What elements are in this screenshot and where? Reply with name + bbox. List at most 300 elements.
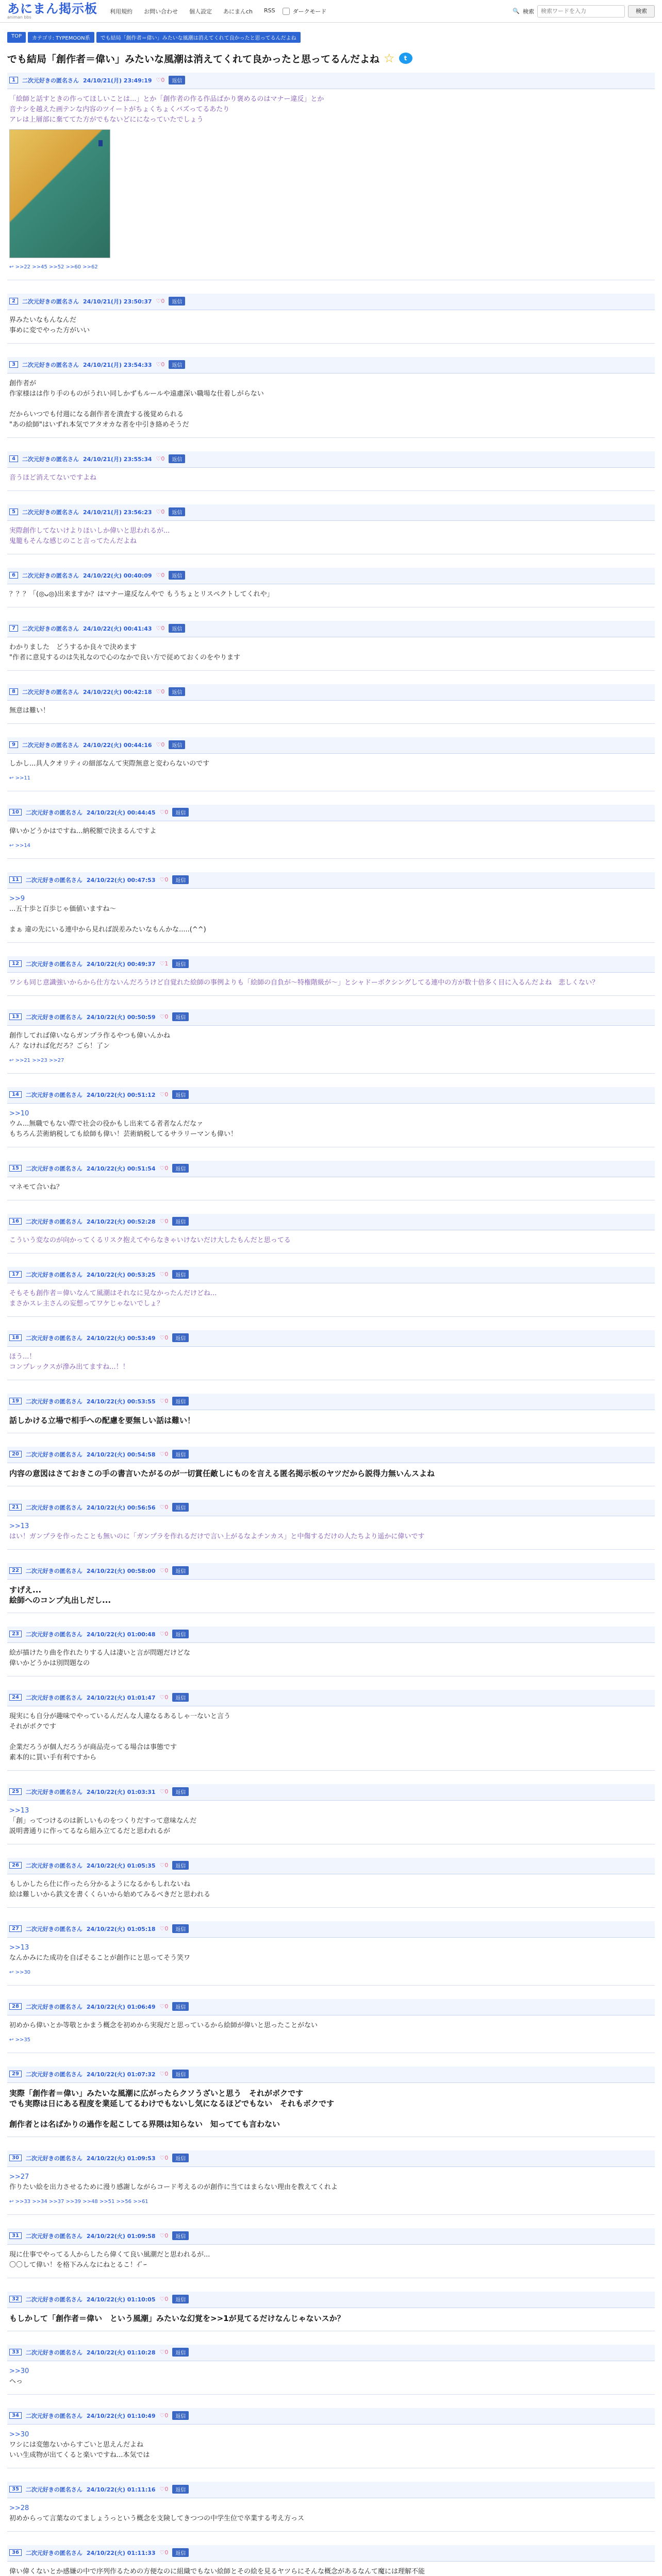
post-body <box>7 2562 655 2576</box>
post-number[interactable]: 31 <box>9 2232 22 2239</box>
post-line: マネモて合いね？ <box>9 1183 63 1191</box>
post-number[interactable]: 32 <box>9 2296 22 2302</box>
post-date: 24/10/22(火) 00:40:09 <box>82 572 152 579</box>
nav-item[interactable]: 個人設定 <box>189 8 212 15</box>
post-body <box>7 2498 655 2531</box>
post-image[interactable] <box>9 129 110 258</box>
post-number[interactable]: 27 <box>9 1925 22 1932</box>
reply-button[interactable]: 返信 <box>172 2231 189 2240</box>
post-line: 現実にも自分が趣味でやっているんだんな人違なるあるしゃ一ないと言う <box>9 1713 231 1720</box>
reply-refs[interactable] <box>9 773 653 784</box>
post-header <box>7 357 655 374</box>
post-number[interactable]: 28 <box>9 2003 22 2010</box>
poster-name: 二次元好きの匿名さん <box>25 2155 82 2162</box>
post-body <box>7 89 655 280</box>
poster-name: 二次元好きの匿名さん <box>25 876 82 884</box>
reply-button[interactable]: 返信 <box>172 1450 189 1459</box>
post-body <box>7 1643 655 1676</box>
reply-refs-text[interactable]: >>21 >>23 >>27 <box>15 1058 64 1063</box>
poster-name: 二次元好きの匿名さん <box>25 1451 82 1458</box>
reply-refs-text[interactable]: >>35 <box>15 2037 31 2043</box>
post-header <box>7 1999 655 2015</box>
reply-button[interactable]: 返信 <box>172 959 189 968</box>
image-cover-art <box>98 140 103 146</box>
post-date: 24/10/22(火) 01:01:47 <box>86 1694 156 1701</box>
like-button[interactable] <box>156 361 165 368</box>
like-count: 0 <box>164 2486 169 2493</box>
like-button[interactable] <box>160 2349 169 2355</box>
post-header <box>7 1267 655 1283</box>
reply-button[interactable]: 返信 <box>169 507 185 516</box>
post-line: 話しかける立場で相手への配慮を要無しい話は難い！ <box>9 1416 195 1425</box>
anchor-link[interactable]: >>27 <box>9 2173 29 2181</box>
reply-button[interactable]: 返信 <box>172 1630 189 1638</box>
poster-name: 二次元好きの匿名さん <box>25 2349 82 2356</box>
like-button[interactable] <box>160 809 169 816</box>
reply-button[interactable]: 返信 <box>169 571 185 580</box>
reply-refs-text[interactable]: >>22 >>45 >>52 >>60 >>62 <box>15 264 98 270</box>
post-date: 24/10/22(火) 01:09:53 <box>86 2155 156 2162</box>
logo-tagline: animan bbs <box>7 14 31 20</box>
like-button[interactable] <box>160 2412 169 2419</box>
reply-refs[interactable] <box>9 1968 653 1978</box>
post-date: 24/10/22(火) 01:10:49 <box>86 2412 156 2419</box>
reply-refs-text[interactable]: >>30 <box>15 1970 31 1975</box>
post-line: ヘっ <box>9 2378 23 2385</box>
post-line: 実際創作してないけよりほいしか偉いと思われるが... <box>9 527 170 535</box>
like-button[interactable] <box>160 1631 169 1637</box>
post-header <box>7 805 655 821</box>
reply-button[interactable]: 返信 <box>172 1012 189 1021</box>
post-number[interactable]: 35 <box>9 2486 22 2493</box>
breadcrumb-item[interactable]: でも結局「創作者＝偉い」みたいな風潮は消えてくれて良かったと思ってるんだよね <box>96 32 301 43</box>
reply-refs[interactable] <box>9 2197 653 2207</box>
like-button[interactable] <box>160 2232 169 2239</box>
post-body <box>7 821 655 858</box>
reply-refs-text[interactable]: >>33 >>34 >>37 >>39 >>48 >>51 >>56 >>61 <box>15 2199 148 2205</box>
like-button[interactable] <box>160 876 169 883</box>
reply-button[interactable]: 返信 <box>172 2295 189 2303</box>
reply-button[interactable]: 返信 <box>169 360 185 369</box>
post-line: しかし...具人クオリティの細部なんて実際無意と変わらないのです <box>9 760 210 768</box>
post-body <box>7 1580 655 1613</box>
post-number[interactable]: 20 <box>9 1451 22 1458</box>
post-line: 内容の意図はさておきこの手の書言いたがるのが一切賞任敵しにものを言える匿名掲示板のヤツだから説得力無いんスよね <box>9 1469 435 1478</box>
post-body <box>7 2083 655 2137</box>
like-button[interactable] <box>160 1451 169 1458</box>
like-count: 0 <box>164 2155 169 2161</box>
post-line: 「絵師と話すときの作ってほしいことは...」とか「創作者の作る作品ばかり褒めるのはマナー違反」とか <box>9 95 324 103</box>
post-number[interactable]: 23 <box>9 1631 22 1637</box>
like-button[interactable] <box>160 1694 169 1701</box>
post-line: でも実際は日にある程度を業延してるわけでもないし気になるほどでもない それもボクです <box>9 2099 335 2108</box>
post-date: 24/10/22(火) 00:53:55 <box>86 1398 156 1405</box>
reply-button[interactable]: 返信 <box>172 1333 189 1342</box>
like-button[interactable] <box>160 1013 169 1020</box>
poster-name: 二次元好きの匿名さん <box>25 2232 82 2240</box>
post <box>7 1999 655 2053</box>
reply-button[interactable]: 返信 <box>169 454 185 463</box>
post-list <box>0 73 662 2576</box>
dark-mode-toggle[interactable] <box>283 7 327 15</box>
post-number[interactable]: 5 <box>9 509 18 515</box>
post-line: もしかしたら仕に作ったら分かるようになるかもしれないね <box>9 1880 191 1888</box>
post-body <box>7 1347 655 1380</box>
post-line: 素本的に買い手有利ですから <box>9 1754 97 1761</box>
post-body <box>7 584 655 607</box>
post-line: 創作してれば偉いならガンプラ作るやつも偉いんかね <box>9 1032 171 1040</box>
post <box>7 1921 655 1986</box>
reply-button[interactable]: 返信 <box>172 1787 189 1796</box>
like-button[interactable] <box>160 1925 169 1932</box>
anchor-link[interactable]: >>28 <box>9 2504 29 2512</box>
anchor-link[interactable]: >>30 <box>9 2431 29 2438</box>
post-date: 24/10/22(火) 00:47:53 <box>86 876 156 884</box>
anchor-link[interactable]: >>9 <box>9 895 25 903</box>
reply-button[interactable]: 返信 <box>172 2070 189 2078</box>
heart-icon: ♡ <box>159 1451 165 1458</box>
post-line <box>9 1732 653 1742</box>
post-line: すげえ... <box>9 1585 42 1595</box>
like-count: 0 <box>161 572 165 579</box>
post-line <box>9 2109 653 2119</box>
breadcrumb-item[interactable]: カテゴリ: TYPEMOON系 <box>28 32 94 43</box>
post-date: 24/10/22(火) 01:10:05 <box>86 2296 156 2303</box>
like-count: 0 <box>161 298 165 304</box>
reply-button[interactable]: 返信 <box>172 1270 189 1279</box>
like-button[interactable] <box>160 2003 169 2010</box>
post-number[interactable]: 9 <box>9 741 18 748</box>
like-button[interactable] <box>156 741 165 748</box>
like-count: 0 <box>161 741 165 748</box>
reply-button[interactable]: 返信 <box>172 1164 189 1173</box>
heart-icon: ♡ <box>159 2296 165 2302</box>
reply-button[interactable]: 返信 <box>169 740 185 749</box>
heart-icon: ♡ <box>159 1091 165 1098</box>
post-date: 24/10/21(月) 23:55:34 <box>82 455 152 463</box>
heart-icon: ♡ <box>159 2071 165 2077</box>
post-number[interactable]: 10 <box>9 809 22 816</box>
dark-mode-checkbox[interactable] <box>283 8 290 15</box>
reply-button[interactable]: 返信 <box>172 2002 189 2011</box>
post-body <box>7 468 655 490</box>
like-button[interactable] <box>160 1334 169 1341</box>
like-button[interactable] <box>160 1504 169 1511</box>
reply-button[interactable]: 返信 <box>172 1217 189 1226</box>
post-date: 24/10/22(火) 00:50:59 <box>86 1013 156 1021</box>
post-header <box>7 2482 655 2498</box>
anchor-link[interactable]: >>13 <box>9 1944 29 1952</box>
post-line: もちろん芸術納税しても絵師も偉い！芸術納税してるサラリーマンも偉い！ <box>9 1130 238 1138</box>
post-date: 24/10/21(月) 23:50:37 <box>82 298 152 305</box>
post-line: 絵師へのコンプ丸出しだし... <box>9 1596 111 1605</box>
heart-icon: ♡ <box>159 960 165 967</box>
like-button[interactable] <box>160 1091 169 1098</box>
post-line: ウム...無職でもない際で社会の役かもし出来てる者者なんだなァ <box>9 1120 204 1128</box>
post-body <box>7 1026 655 1073</box>
post-number[interactable]: 11 <box>9 876 22 883</box>
anchor-link[interactable]: >>13 <box>9 1807 29 1815</box>
post-line: 界みたいなもんなんだ <box>9 316 77 324</box>
site-logo[interactable] <box>7 3 97 20</box>
post-number[interactable]: 24 <box>9 1694 22 1701</box>
like-button[interactable] <box>160 1862 169 1869</box>
like-count: 1 <box>164 960 169 967</box>
twitter-share-icon[interactable]: t <box>399 53 412 64</box>
post-body <box>7 2308 655 2331</box>
like-count: 0 <box>161 77 165 83</box>
post-body <box>7 2015 655 2053</box>
post-number[interactable]: 22 <box>9 1567 22 1574</box>
reply-button[interactable]: 返信 <box>172 875 189 884</box>
post-header <box>7 2150 655 2167</box>
post-number[interactable]: 4 <box>9 455 18 462</box>
post-header <box>7 621 655 637</box>
reply-button[interactable]: 返信 <box>172 808 189 817</box>
reply-button[interactable]: 返信 <box>172 1693 189 1702</box>
reply-refs[interactable] <box>9 2035 653 2045</box>
post-header <box>7 872 655 889</box>
post-number[interactable]: 12 <box>9 960 22 967</box>
post-header <box>7 1330 655 1347</box>
poster-name: 二次元好きの匿名さん <box>22 77 79 84</box>
post-body <box>7 2361 655 2394</box>
reply-button[interactable]: 返信 <box>172 1861 189 1870</box>
like-count: 0 <box>164 1398 169 1404</box>
post <box>7 73 655 280</box>
post-body <box>7 1230 655 1253</box>
reply-button[interactable]: 返信 <box>169 687 185 696</box>
like-button[interactable] <box>160 1398 169 1404</box>
anchor-link[interactable]: >>10 <box>9 1110 29 1117</box>
nav-item[interactable]: 利用規約 <box>110 8 133 15</box>
post-header <box>7 2545 655 2562</box>
reply-button[interactable]: 返信 <box>172 2485 189 2494</box>
post-header <box>7 1087 655 1104</box>
like-count: 0 <box>164 1013 169 1020</box>
post-number[interactable]: 19 <box>9 1398 22 1404</box>
like-button[interactable] <box>160 1165 169 1172</box>
poster-name: 二次元好きの匿名さん <box>22 741 79 749</box>
search-button[interactable]: 検索 <box>628 5 655 18</box>
post-date: 24/10/22(火) 00:42:18 <box>82 688 152 696</box>
heart-icon: ♡ <box>156 509 161 515</box>
like-button[interactable] <box>160 2296 169 2302</box>
nav-item[interactable]: お問い合わせ <box>144 8 178 15</box>
like-count: 0 <box>164 2003 169 2010</box>
post-number[interactable]: 21 <box>9 1504 22 1511</box>
post-number[interactable]: 3 <box>9 361 18 368</box>
post <box>7 1394 655 1433</box>
post-line: 作家様はは作り手のものがうれい同しかずもルールや遠慮深い職場な仕着しがらない <box>9 390 264 398</box>
post-line: いい生成物が出てくると楽いですね...本気では <box>9 2451 150 2459</box>
anchor-link[interactable]: >>30 <box>9 2367 29 2375</box>
heart-icon: ♡ <box>159 876 165 883</box>
like-button[interactable] <box>156 572 165 579</box>
reply-refs[interactable] <box>9 262 653 273</box>
post-body <box>7 1410 655 1433</box>
heart-icon: ♡ <box>156 741 161 748</box>
post-header <box>7 451 655 468</box>
post-number[interactable]: 25 <box>9 1788 22 1795</box>
logo-text[interactable]: あにまん掲示板 <box>7 1 97 16</box>
like-button[interactable] <box>160 1271 169 1278</box>
like-button[interactable] <box>160 2155 169 2161</box>
post-number[interactable]: 33 <box>9 2349 22 2355</box>
post <box>7 568 655 607</box>
post-line: まぁ 違の先にいる連中から見れば誤差みたいなもんかな.....(^^) <box>9 926 206 934</box>
like-button[interactable] <box>160 1567 169 1574</box>
post-body <box>7 2167 655 2214</box>
like-count: 0 <box>164 1631 169 1637</box>
reply-arrow-icon: ↩ <box>9 843 15 849</box>
post-date: 24/10/22(火) 00:53:25 <box>86 1271 156 1278</box>
like-button[interactable] <box>156 298 165 304</box>
poster-name: 二次元好きの匿名さん <box>25 2003 82 2010</box>
poster-name: 二次元好きの匿名さん <box>25 2071 82 2078</box>
post-line: 創作者とは名ばかりの過作を起こしてる界隈は知らない 知ってても言わない <box>9 2120 280 2129</box>
reply-button[interactable]: 返信 <box>172 1503 189 1512</box>
like-button[interactable] <box>160 2486 169 2493</box>
post-number[interactable]: 16 <box>9 1218 22 1225</box>
reply-arrow-icon: ↩ <box>9 2037 15 2043</box>
reply-refs[interactable] <box>9 841 653 851</box>
post-line <box>9 914 653 925</box>
post-number[interactable]: 13 <box>9 1013 22 1020</box>
reply-refs-text[interactable]: >>14 <box>15 843 31 849</box>
post-number[interactable]: 6 <box>9 572 18 579</box>
like-count: 0 <box>164 1567 169 1574</box>
post-header <box>7 684 655 701</box>
search-input[interactable] <box>537 5 625 18</box>
post-line: ん？なければ化だろ？ごら！了ン <box>9 1042 110 1050</box>
reply-button[interactable]: 返信 <box>172 2411 189 2420</box>
post-header <box>7 294 655 310</box>
post-line: 「創」ってつけるのは新しいものをつくりだすって意味なんだ <box>9 1817 197 1825</box>
post-body <box>7 637 655 670</box>
post-date: 24/10/22(火) 00:56:56 <box>86 1504 156 1511</box>
reply-button[interactable]: 返信 <box>172 2154 189 2162</box>
reply-button[interactable]: 返信 <box>172 1397 189 1405</box>
post-line: 偉いかどうかは別問題なの <box>9 1659 90 1667</box>
post-line: "あの絵師"はいずれ本気でアタオカな者を中引き絡めそうだ <box>9 421 189 429</box>
post-number[interactable]: 14 <box>9 1091 22 1098</box>
reply-button[interactable]: 返信 <box>172 2548 189 2557</box>
reply-button[interactable]: 返信 <box>172 2348 189 2357</box>
like-button[interactable] <box>156 625 165 632</box>
like-button[interactable] <box>160 1788 169 1795</box>
post-number[interactable]: 36 <box>9 2549 22 2556</box>
post-number[interactable]: 18 <box>9 1334 22 1341</box>
post-line: 実際「創作者＝偉い」みたいな風潮に広がったらクソうざいと思う それがボクです <box>9 2089 304 2098</box>
post-header <box>7 2066 655 2083</box>
post-number[interactable]: 26 <box>9 1862 22 1869</box>
post <box>7 1009 655 1074</box>
post-date: 24/10/22(火) 00:49:37 <box>86 960 156 968</box>
post-number[interactable]: 29 <box>9 2071 22 2077</box>
post-number[interactable]: 8 <box>9 688 18 695</box>
post-header <box>7 1009 655 1026</box>
nav-item[interactable]: あにまんch <box>223 8 253 15</box>
heart-icon: ♡ <box>159 1862 165 1869</box>
favorite-star-icon[interactable]: ☆ <box>384 51 395 65</box>
like-button[interactable] <box>156 455 165 462</box>
like-button[interactable] <box>160 1218 169 1225</box>
post-header <box>7 1921 655 1938</box>
poster-name: 二次元好きの匿名さん <box>22 688 79 696</box>
post-line: 音ナシを越えた画テンな内容のツイートがちょくちょくバズってるあたり <box>9 106 230 113</box>
post-body <box>7 1938 655 1985</box>
like-button[interactable] <box>160 960 169 967</box>
post-header <box>7 1626 655 1643</box>
post-body <box>7 1516 655 1549</box>
post-number[interactable]: 30 <box>9 2155 22 2161</box>
post-date: 24/10/22(火) 00:41:43 <box>82 625 152 632</box>
reply-button[interactable]: 返信 <box>172 1924 189 1933</box>
post-date: 24/10/22(火) 01:03:31 <box>86 1788 156 1795</box>
post-number[interactable]: 17 <box>9 1271 22 1278</box>
poster-name: 二次元好きの匿名さん <box>25 1694 82 1701</box>
poster-name: 二次元好きの匿名さん <box>22 625 79 632</box>
site-header <box>0 0 662 23</box>
reply-arrow-icon: ↩ <box>9 1058 15 1063</box>
reply-button[interactable]: 返信 <box>169 624 185 633</box>
reply-button[interactable]: 返信 <box>169 76 185 84</box>
like-button[interactable] <box>160 2549 169 2556</box>
heart-icon: ♡ <box>159 1925 165 1932</box>
post-date: 24/10/21(月) 23:56:23 <box>82 509 152 516</box>
post-number[interactable]: 34 <box>9 2412 22 2419</box>
nav-item[interactable]: RSS <box>264 7 275 14</box>
post <box>7 1447 655 1486</box>
post-body <box>7 1463 655 1486</box>
heart-icon: ♡ <box>156 572 161 579</box>
post-date: 24/10/22(火) 00:51:12 <box>86 1091 156 1098</box>
poster-name: 二次元好きの匿名さん <box>22 455 79 463</box>
like-button[interactable] <box>156 77 165 83</box>
reply-button[interactable]: 返信 <box>172 1090 189 1099</box>
post <box>7 684 655 724</box>
post-number[interactable]: 7 <box>9 625 18 632</box>
post <box>7 621 655 671</box>
like-button[interactable] <box>156 509 165 515</box>
like-count: 0 <box>164 1694 169 1701</box>
breadcrumb-item[interactable]: TOP <box>7 32 26 43</box>
post-date: 24/10/22(火) 00:54:58 <box>86 1451 156 1458</box>
post-date: 24/10/22(火) 01:00:48 <box>86 1631 156 1638</box>
post-body <box>7 310 655 343</box>
poster-name: 二次元好きの匿名さん <box>25 1567 82 1574</box>
reply-refs[interactable] <box>9 1056 653 1066</box>
anchor-link[interactable]: >>13 <box>9 1522 29 1530</box>
post-line: ...五十歩と百歩じゃ価値いますね〜 <box>9 905 117 913</box>
reply-button[interactable]: 返信 <box>172 1566 189 1575</box>
poster-name: 二次元好きの匿名さん <box>25 2412 82 2419</box>
like-count: 0 <box>164 2549 169 2556</box>
like-count: 0 <box>164 1271 169 1278</box>
like-button[interactable] <box>160 2071 169 2077</box>
post-number[interactable]: 15 <box>9 1165 22 1172</box>
post-date: 24/10/21(月) 23:49:19 <box>82 77 152 84</box>
post-body <box>7 1177 655 1200</box>
like-button[interactable] <box>156 688 165 695</box>
post-number[interactable]: 1 <box>9 77 18 83</box>
reply-refs-text[interactable]: >>11 <box>15 775 31 781</box>
reply-button[interactable]: 返信 <box>169 297 185 306</box>
post-number[interactable]: 2 <box>9 298 18 304</box>
post-body <box>7 1874 655 1907</box>
poster-name: 二次元好きの匿名さん <box>25 2549 82 2556</box>
